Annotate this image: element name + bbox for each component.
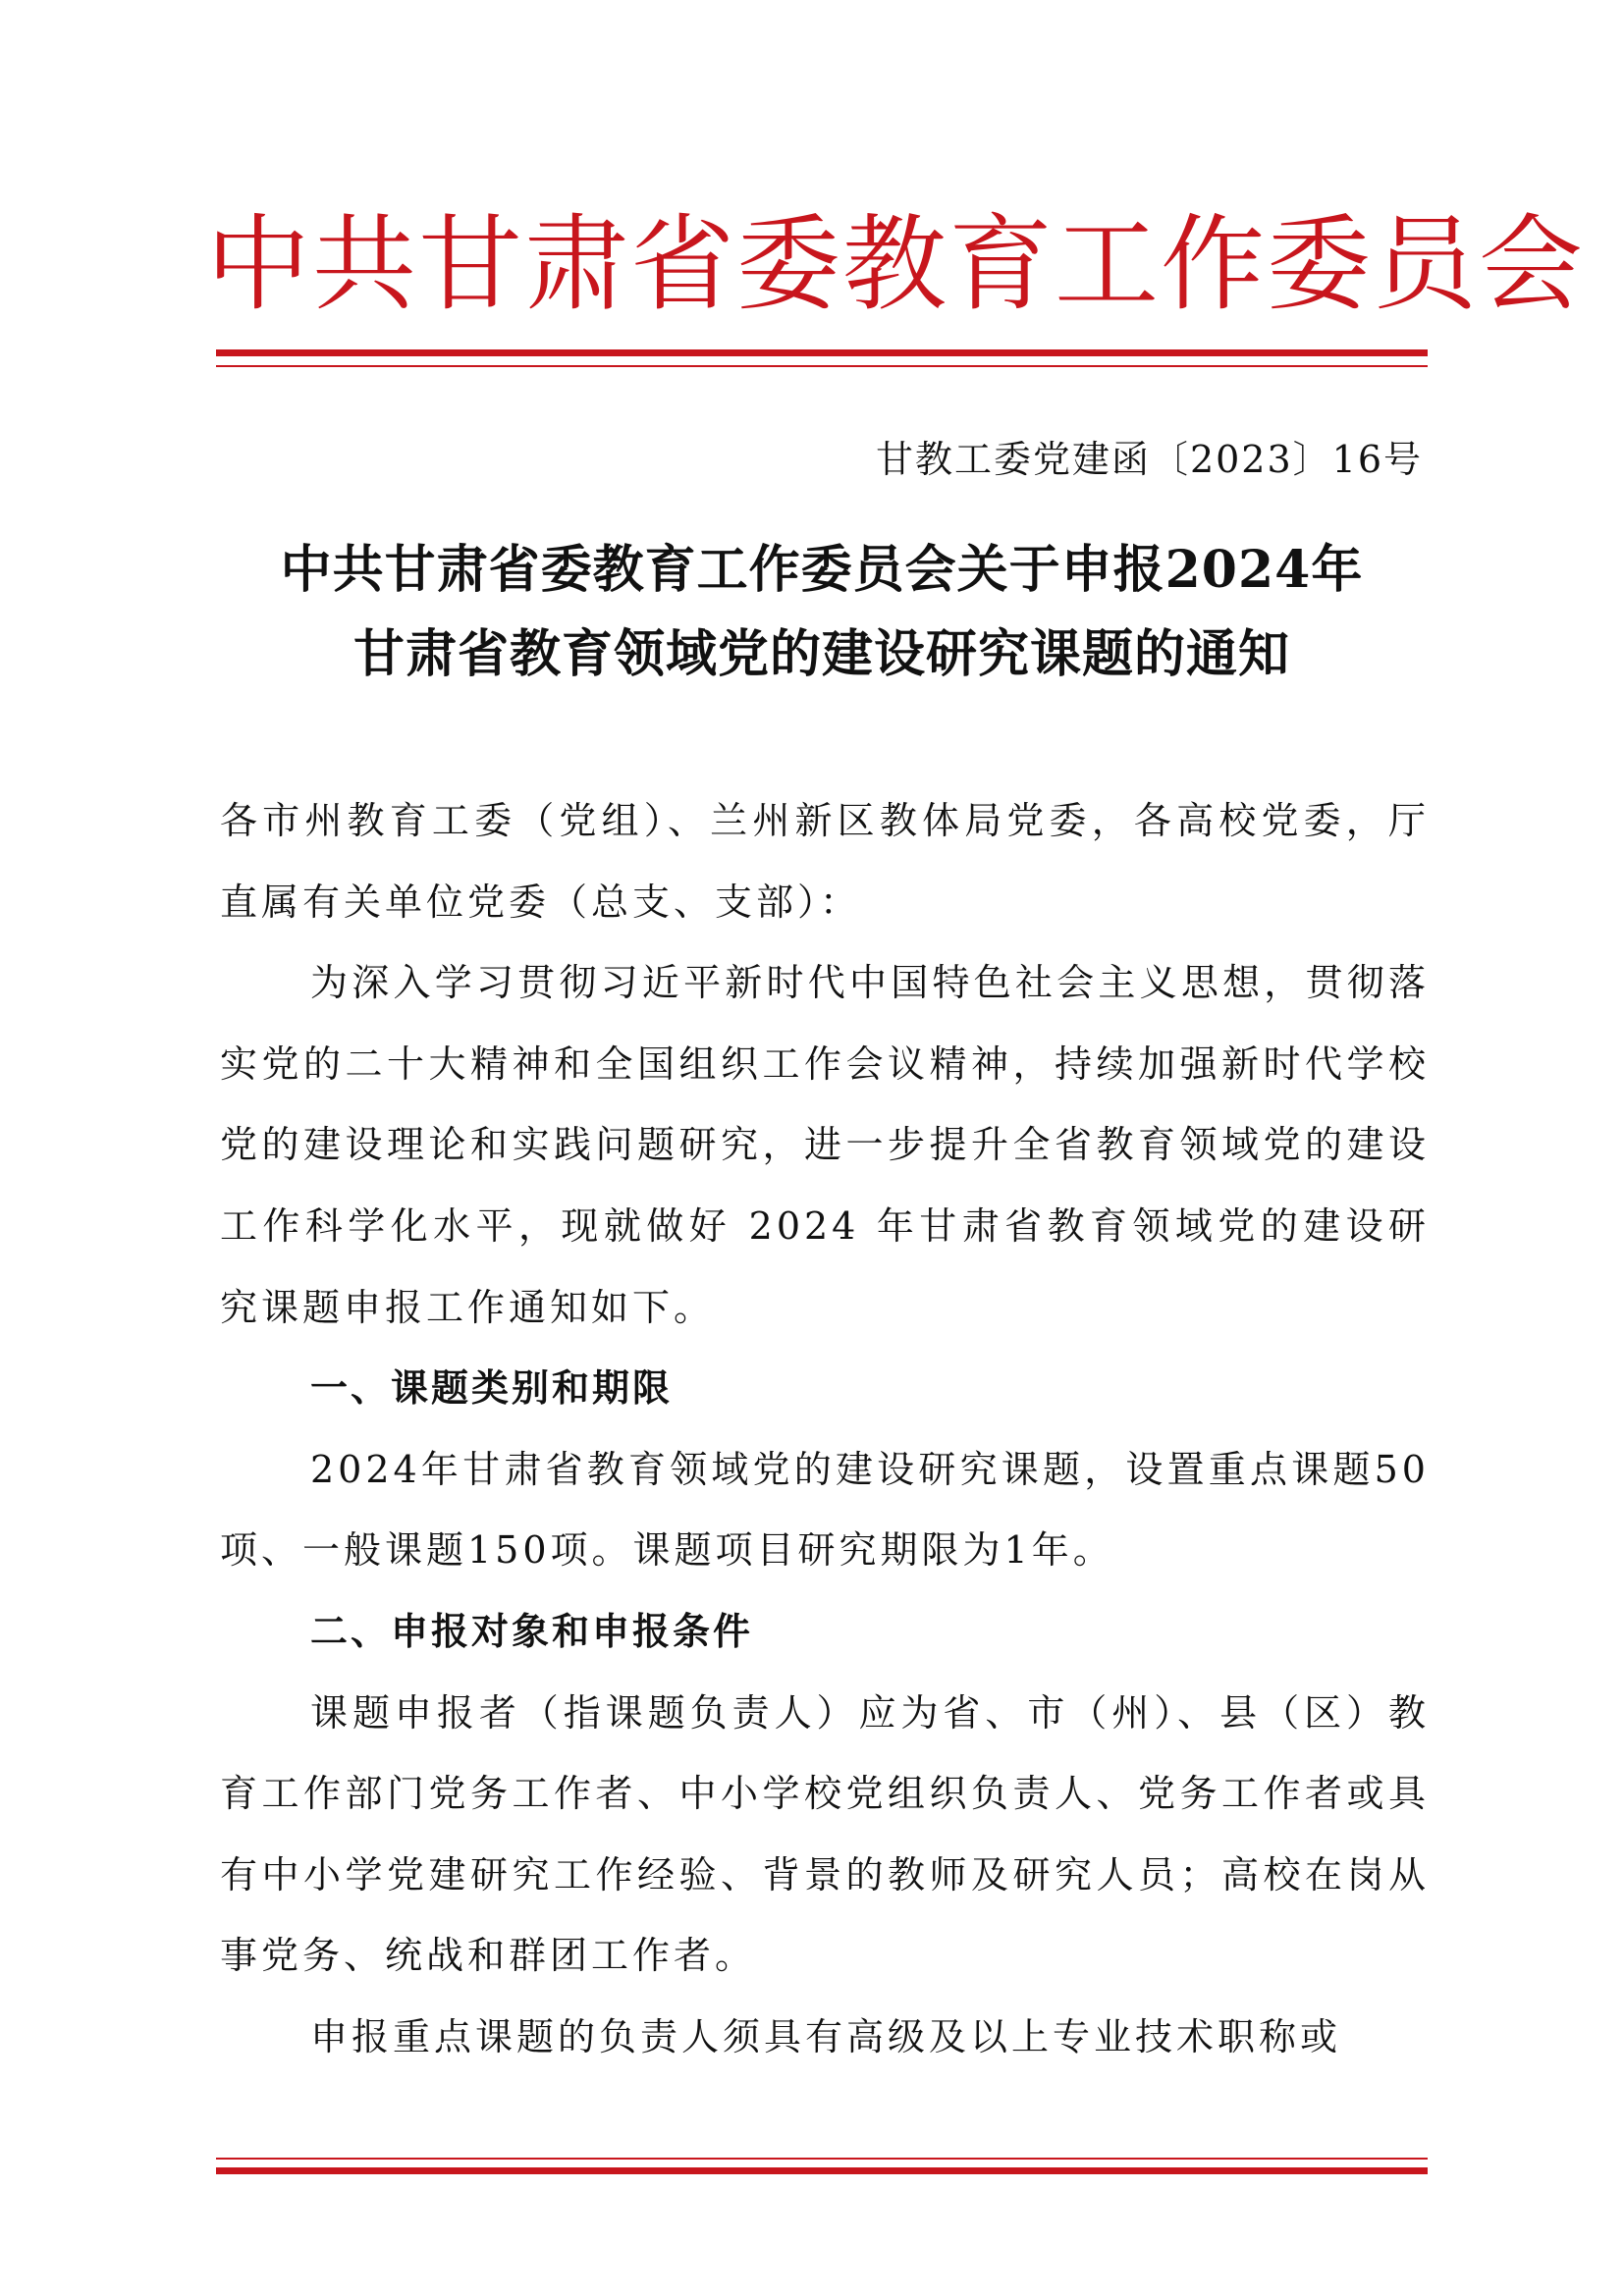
- red-rule-top-thin: [216, 365, 1428, 367]
- section-1-paragraph: 2024年甘肃省教育领域党的建设研究课题，设置重点课题50项、一般课题150项。课题项目研究期限为1年。: [220, 1447, 1430, 1573]
- red-rule-top-thick: [216, 349, 1428, 356]
- masthead-title: 中共甘肃省委教育工作委员会: [206, 204, 1585, 325]
- section-2-paragraph: 课题申报者（指课题负责人）应为省、市（州）、县（区）教育工作部门党务工作者、中小学校党组织负责人、党务工作者或具有中小学党建研究工作经验、背景的教师及研究人员；高校在岗从事党务、统战和群团工作者。: [220, 1690, 1430, 1978]
- red-rule-bottom-thick: [216, 2167, 1428, 2174]
- section-heading-2: 二、申报对象和申报条件: [310, 1609, 754, 1653]
- document-title-line-2: 甘肃省教育领域党的建设研究课题的通知: [352, 624, 1290, 684]
- document-body: [220, 780, 1430, 2078]
- section-heading-1: 一、课题类别和期限: [310, 1366, 674, 1411]
- document-number: 甘教工委党建函〔2023〕16号: [875, 438, 1423, 481]
- red-rule-bottom-thin: [216, 2158, 1428, 2160]
- intro-paragraph: 为深入学习贯彻习近平新时代中国特色社会主义思想，贯彻落实党的二十大精神和全国组织工作会议精神，持续加强新时代学校党的建设理论和实践问题研究，进一步提升全省教育领域党的建设工作科学化水平，现就做好 2024 年甘肃省教育领域党的建设研究课题申报工作通知如下。: [220, 961, 1430, 1329]
- section-2-paragraph-2: 申报重点课题的负责人须具有高级及以上专业技术职称或: [310, 2014, 1342, 2058]
- salutation: 各市州教育工委（党组）、兰州新区教体局党委，各高校党委，厅直属有关单位党委（总支、支部）：: [220, 799, 1430, 924]
- document-title: [216, 528, 1428, 697]
- document-title-line-1: 中共甘肃省委教育工作委员会关于申报2024年: [280, 540, 1364, 600]
